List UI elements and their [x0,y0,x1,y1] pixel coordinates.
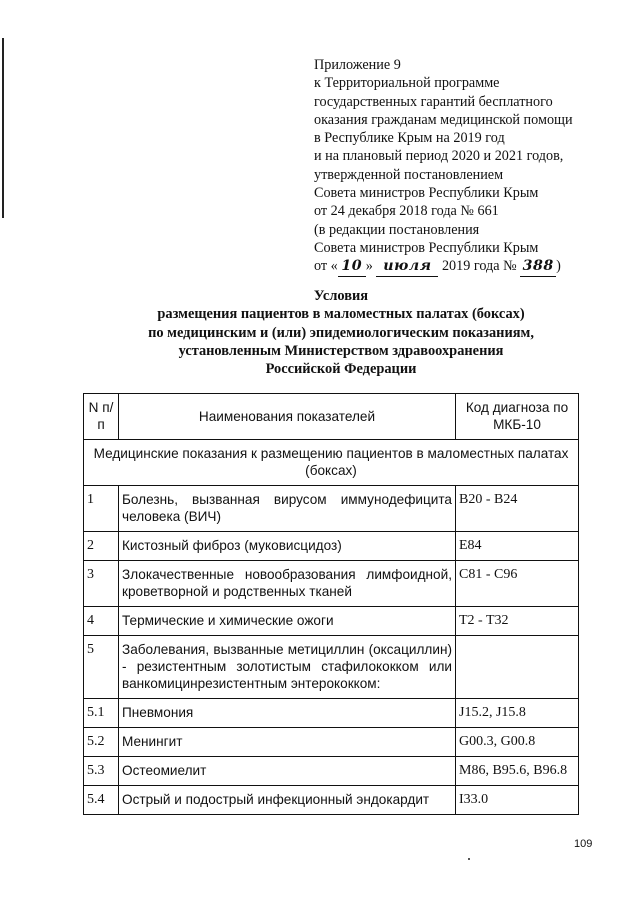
conditions-table [83,393,579,815]
title-line: установленным Министерством здравоохранения [178,342,504,359]
row-num: 5.2 [84,728,119,757]
row-name: Заболевания, вызванные метициллин (оксациллин) - резистентным золотистым стафилококком или ванкомицинрезистентным энтерококком: [119,636,456,699]
row-code: C81 - C96 [456,561,579,607]
row-code [456,636,579,699]
appendix-line: (в редакции постановления [314,221,480,238]
section-row [84,440,579,486]
title-line: Условия [313,288,369,304]
row-num: 2 [84,532,119,561]
title-line: размещения пациентов в маломестных палатах (боксах) [157,306,525,323]
row-num: 1 [84,486,119,532]
row-name: Острый и подострый инфекционный эндокардит [119,786,456,815]
appendix-line: и на плановый период 2020 и 2021 годов, [314,148,564,165]
row-num: 3 [84,561,119,607]
header-code: Код диагноза по МКБ-10 [456,394,579,440]
row-code: B20 - B24 [456,486,579,532]
table-row [84,699,579,728]
title-line: по медицинским и (или) эпидемиологическим показаниям, [148,324,534,341]
table-row [84,757,579,786]
table-row [84,561,579,607]
appendix-line: от 24 декабря 2018 года № 661 [314,203,499,220]
row-code: G00.3, G00.8 [456,728,579,757]
row-code: I33.0 [456,786,579,815]
row-num: 5.1 [84,699,119,728]
page-number: 109 [574,838,593,850]
table-row [84,786,579,815]
section-heading: Медицинские показания к размещению пациентов в маломестных палатах (боксах) [84,440,579,486]
amendment-year: 2019 года № [441,258,517,275]
row-num: 5 [84,636,119,699]
table-row [84,486,579,532]
row-name: Термические и химические ожоги [119,607,456,636]
handwritten-month: июля [376,257,438,276]
appendix-line: государственных гарантий бесплатного [314,93,553,110]
appendix-line: Совета министров Республики Крым [314,185,539,202]
row-num: 4 [84,607,119,636]
appendix-header [314,56,614,277]
table-row [84,607,579,636]
appendix-line: Приложение 9 [314,57,401,73]
table-row [84,728,579,757]
amendment-suffix: ) [556,258,561,275]
amendment-quote: » [365,258,373,275]
row-code: J15.2, J15.8 [456,699,579,728]
amendment-prefix: от « [314,258,338,275]
row-code: T2 - T32 [456,607,579,636]
row-num: 5.4 [84,786,119,815]
title-line: Российской Федерации [265,361,417,378]
table-header-row [84,394,579,440]
appendix-line: в Республике Крым на 2019 год [314,130,505,147]
row-name: Кистозный фиброз (муковисцидоз) [119,532,456,561]
row-name: Менингит [119,728,456,757]
page-edge-rule [2,38,4,218]
appendix-line: Совета министров Республики Крым [314,239,539,256]
row-num: 5.3 [84,757,119,786]
row-code: M86, B95.6, B96.8 [456,757,579,786]
appendix-line: утвержденной постановлением [314,166,504,183]
handwritten-day: 10 [338,257,366,276]
appendix-line: оказания гражданам медицинской помощи [314,111,573,128]
handwritten-number: 388 [520,257,556,276]
table-row [84,532,579,561]
row-name: Болезнь, вызванная вирусом иммунодефицита человека (ВИЧ) [119,486,456,532]
table-row [84,636,579,699]
header-num: N п/п [84,394,119,440]
appendix-line: к Территориальной программе [314,75,500,92]
row-name: Остеомиелит [119,757,456,786]
header-name: Наименования показателей [119,394,456,440]
scan-speck [468,858,470,860]
row-name: Злокачественные новообразования лимфоидной, кроветворной и родственных тканей [119,561,456,607]
row-code: E84 [456,532,579,561]
document-title [60,287,622,378]
amendment-line [314,257,614,276]
row-name: Пневмония [119,699,456,728]
